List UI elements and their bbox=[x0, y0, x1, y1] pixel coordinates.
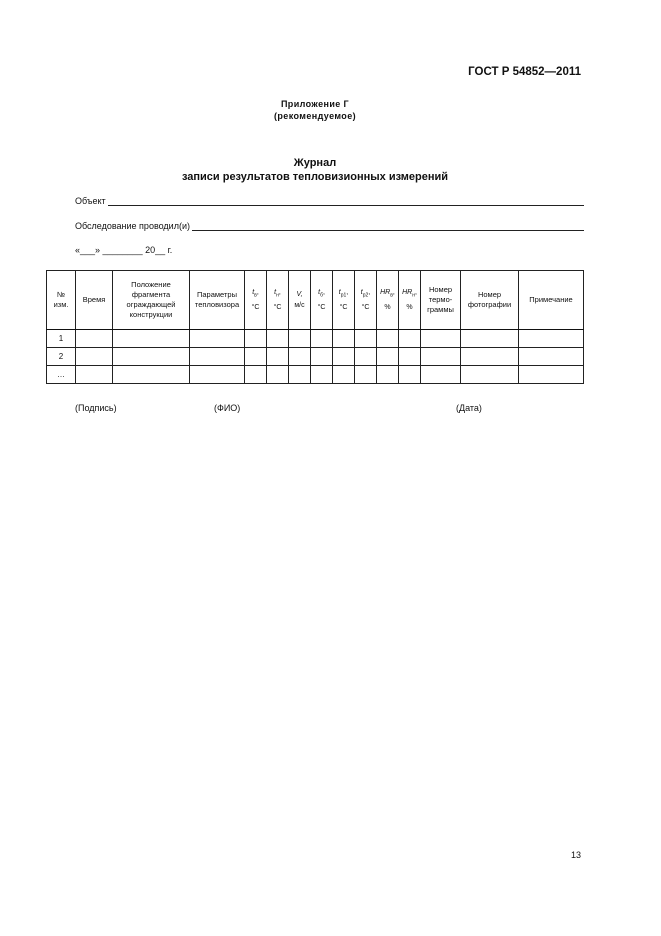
object-label: Объект bbox=[75, 196, 106, 206]
header-number: № изм. bbox=[47, 271, 76, 330]
object-field bbox=[75, 196, 584, 206]
header-thermogram-number: Номер термо- граммы bbox=[421, 271, 461, 330]
surveyor-blank-line bbox=[192, 221, 584, 231]
header-t-inside: $t_в$, °C bbox=[245, 271, 267, 330]
journal-subtitle: записи результатов тепловизионных измерений bbox=[181, 171, 449, 183]
header-hr-inside: $HR_в$, % bbox=[377, 271, 399, 330]
header-hr-outside: $HR_н$, % bbox=[399, 271, 421, 330]
appendix-subtitle: (рекомендуемое) bbox=[274, 111, 356, 121]
date-label: (Дата) bbox=[456, 403, 482, 413]
header-position: Положение фрагмента ограждающей конструкции bbox=[113, 271, 190, 330]
header-time: Время bbox=[76, 271, 113, 330]
row-number: … bbox=[47, 366, 76, 384]
header-note: Примечание bbox=[519, 271, 584, 330]
full-name-label: (ФИО) bbox=[214, 403, 241, 413]
table-row bbox=[47, 366, 584, 384]
journal-title: Журнал bbox=[293, 157, 337, 169]
signature-label: (Подпись) bbox=[75, 403, 117, 413]
header-t-outside: $t_н$, °C bbox=[267, 271, 289, 330]
row-number: 1 bbox=[47, 330, 76, 348]
header-t-p1: $t_{р1}$, °C bbox=[333, 271, 355, 330]
surveyor-field bbox=[75, 221, 584, 231]
header-t-b: $t_б$, °C bbox=[311, 271, 333, 330]
header-wind-speed: V, м/с bbox=[289, 271, 311, 330]
header-t-p2: $t_{р2}$, °C bbox=[355, 271, 377, 330]
page-number: 13 bbox=[570, 850, 581, 860]
standard-number: ГОСТ Р 54852—2011 bbox=[468, 66, 581, 78]
header-photo-number: Номер фотографии bbox=[461, 271, 519, 330]
appendix-title: Приложение Г bbox=[280, 99, 350, 109]
surveyor-label: Обследование проводил(и) bbox=[75, 221, 190, 231]
row-number: 2 bbox=[47, 348, 76, 366]
table-row bbox=[47, 348, 584, 366]
date-line: «___» ________ 20__ г. bbox=[75, 245, 173, 255]
header-imager-params: Параметры тепловизора bbox=[190, 271, 245, 330]
object-blank-line bbox=[108, 196, 584, 206]
table-row bbox=[47, 330, 584, 348]
table-header-row bbox=[47, 271, 584, 330]
journal-table bbox=[46, 270, 584, 384]
